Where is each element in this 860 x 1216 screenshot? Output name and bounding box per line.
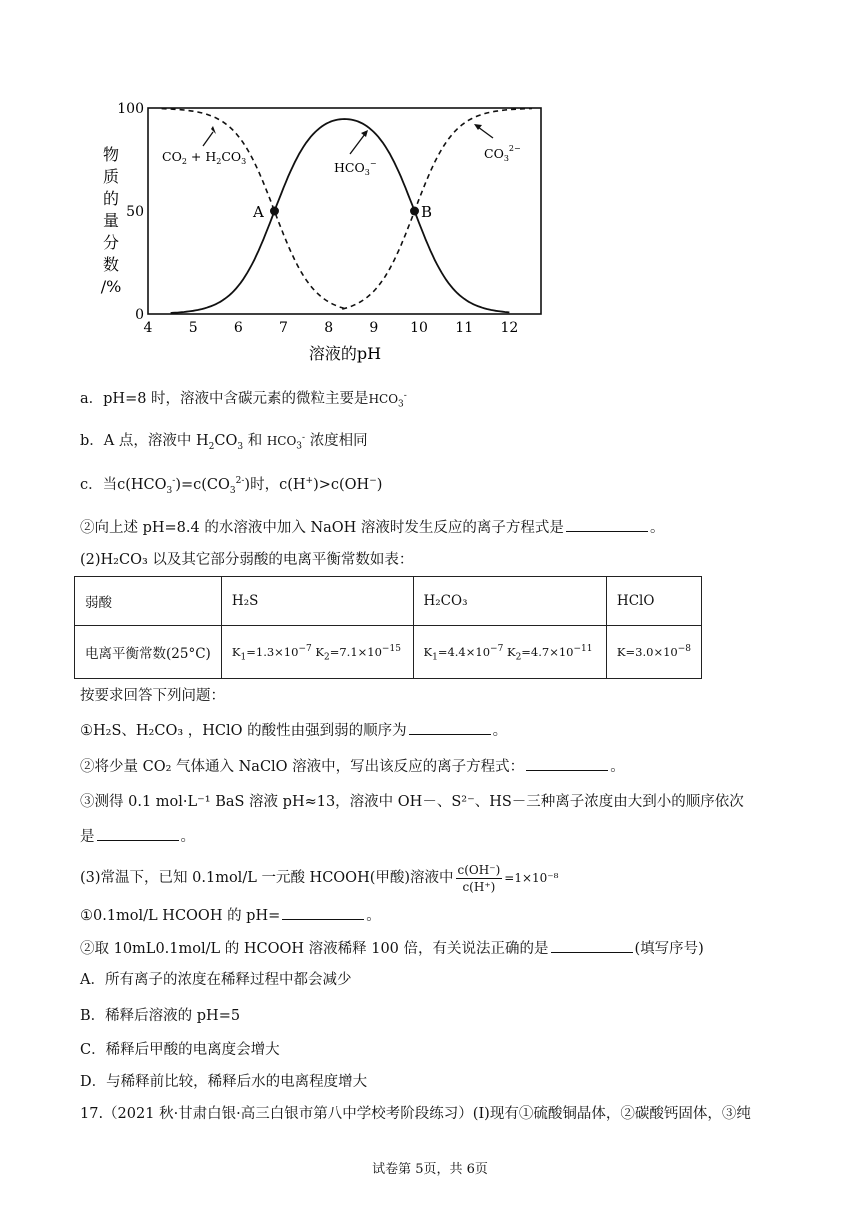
- ionization-constant-table: [74, 576, 702, 679]
- section-2-q3: ③测得 0.1 mol·L⁻¹ BaS 溶液 pH≈13，溶液中 OH－、S²⁻、HS－三种离子浓度由大到小的顺序依次: [80, 794, 744, 810]
- y-axis-label-char: /%: [100, 277, 122, 296]
- table-cell: H₂CO₃: [413, 577, 606, 626]
- question-2-naoh: ②向上述 pH=8.4 的水溶液中加入 NaOH 溶液时发生反应的离子方程式是 。: [80, 517, 664, 538]
- option-d: D．与稀释前比较，稀释后水的电离程度增大: [80, 1074, 368, 1090]
- legend-label-hco3: [334, 159, 377, 177]
- option-c: C．稀释后甲酸的电离度会增大: [80, 1042, 280, 1058]
- page-footer: 试卷第 5页，共 6页: [372, 1162, 488, 1177]
- section-2-q2: ②将少量 CO₂ 气体通入 NaClO 溶液中，写出该反应的离子方程式： 。: [80, 756, 625, 777]
- y-tick-label: 100: [117, 101, 144, 117]
- section-3-q2: ②取 10mL0.1mol/L 的 HCOOH 溶液稀释 100 倍，有关说法正确的是 (填写序号): [80, 938, 704, 959]
- x-tick-label: 4: [143, 320, 153, 336]
- section-2-intro: (2)H₂CO₃ 以及其它部分弱酸的电离平衡常数如表：: [80, 552, 414, 568]
- svg-text:CO32−: $CO_3^{2-}$: [484, 144, 521, 163]
- plot-frame: [148, 108, 541, 314]
- section-2-q1: ①H₂S、H₂CO₃ ，HClO 的酸性由强到弱的顺序为 。: [80, 720, 507, 741]
- table-cell: HClO: [606, 577, 701, 626]
- x-tick-label: 6: [233, 320, 243, 336]
- table-row: [75, 577, 702, 626]
- question-17: 17.（2021 秋·甘肃白银·高三白银市第八中学校考阶段练习）(I)现有①硫酸铜晶体，②碳酸钙固体，③纯: [80, 1106, 751, 1122]
- table-cell: H₂S: [221, 577, 413, 626]
- y-axis-label-char: 量: [102, 211, 120, 230]
- y-axis-label-char: 数: [102, 255, 120, 274]
- x-tick-label: 8: [324, 320, 334, 336]
- table-cell: $K=3.0\times 10^{-8}$: [606, 626, 701, 679]
- hco3-formula: $HCO_3^-$: [368, 391, 407, 410]
- x-tick-label: 12: [500, 320, 519, 336]
- section-2-prompt: 按要求回答下列问题：: [80, 688, 225, 704]
- y-tick-label: 0: [135, 307, 144, 323]
- svg-text:HCO3−: $HCO_3^-$: [334, 159, 377, 177]
- x-axis-label: 溶液的pH: [308, 344, 382, 363]
- table-row: [75, 626, 702, 679]
- species-distribution-chart: [0, 0, 860, 370]
- answer-blank[interactable]: [409, 720, 491, 735]
- y-axis-label-char: 质: [102, 167, 120, 186]
- x-tick-label: 7: [279, 320, 288, 336]
- point-b-marker: [410, 207, 419, 216]
- table-cell: 电离平衡常数(25°C): [75, 626, 222, 679]
- x-tick-label: 5: [188, 320, 198, 336]
- option-a: A．所有离子的浓度在稀释过程中都会减少: [80, 972, 352, 988]
- series-line-co3: [342, 109, 532, 310]
- x-tick-label: 9: [369, 320, 379, 336]
- x-tick-label: 11: [455, 320, 474, 336]
- answer-blank[interactable]: [526, 756, 608, 771]
- statement-a: a．pH=8 时，溶液中含碳元素的微粒主要是$HCO_3^-$: [80, 391, 407, 410]
- point-a-label: A: [253, 203, 264, 221]
- answer-blank[interactable]: [566, 517, 648, 532]
- legend-label-h2co3: [162, 149, 246, 166]
- legend-label-co3: [484, 144, 521, 163]
- y-tick-label: 50: [126, 204, 144, 220]
- point-a-marker: [270, 207, 279, 216]
- section-2-q3-cont: 是 。: [80, 826, 195, 847]
- option-b: B．稀释后溶液的 pH=5: [80, 1008, 241, 1024]
- statement-b: b．A 点，溶液中 $H_2CO_3$ 和 $HCO_3^-$ 浓度相同: [80, 433, 368, 452]
- answer-blank[interactable]: [97, 826, 179, 841]
- statement-c: c．当$c(HCO_3^-)=c(CO_3^{2-})$时，c(H+)>c(OH−): [80, 476, 383, 496]
- table-cell: 弱酸: [75, 577, 222, 626]
- section-3-intro: (3)常温下，已知 0.1mol/L 一元酸 HCOOH(甲酸)溶液中 $\frac{c(OH^-)}{c(H^+)}$ =1×10⁻⁸: [80, 862, 559, 894]
- svg-text:CO2 + H2CO3: $CO_2 + H_2CO_3$: [162, 149, 247, 166]
- y-axis-label-char: 物: [102, 145, 120, 164]
- x-tick-label: 10: [410, 320, 428, 336]
- y-axis-label-char: 的: [102, 189, 120, 208]
- section-3-q1: ①0.1mol/L HCOOH 的 pH= 。: [80, 905, 381, 926]
- answer-blank[interactable]: [282, 905, 364, 920]
- answer-blank[interactable]: [551, 938, 633, 953]
- concentration-ratio: $\frac{c(OH^-)}{c(H^+)}$: [457, 862, 501, 894]
- table-cell: $K_1=1.3\times 10^{-7}$ $K_2=7.1\times 10^{-15}$: [221, 626, 413, 679]
- y-axis-label-char: 分: [102, 233, 120, 252]
- point-b-label: B: [421, 203, 433, 221]
- table-cell: $K_1=4.4\times 10^{-7}$ $K_2=4.7\times 10^{-11}$: [413, 626, 606, 679]
